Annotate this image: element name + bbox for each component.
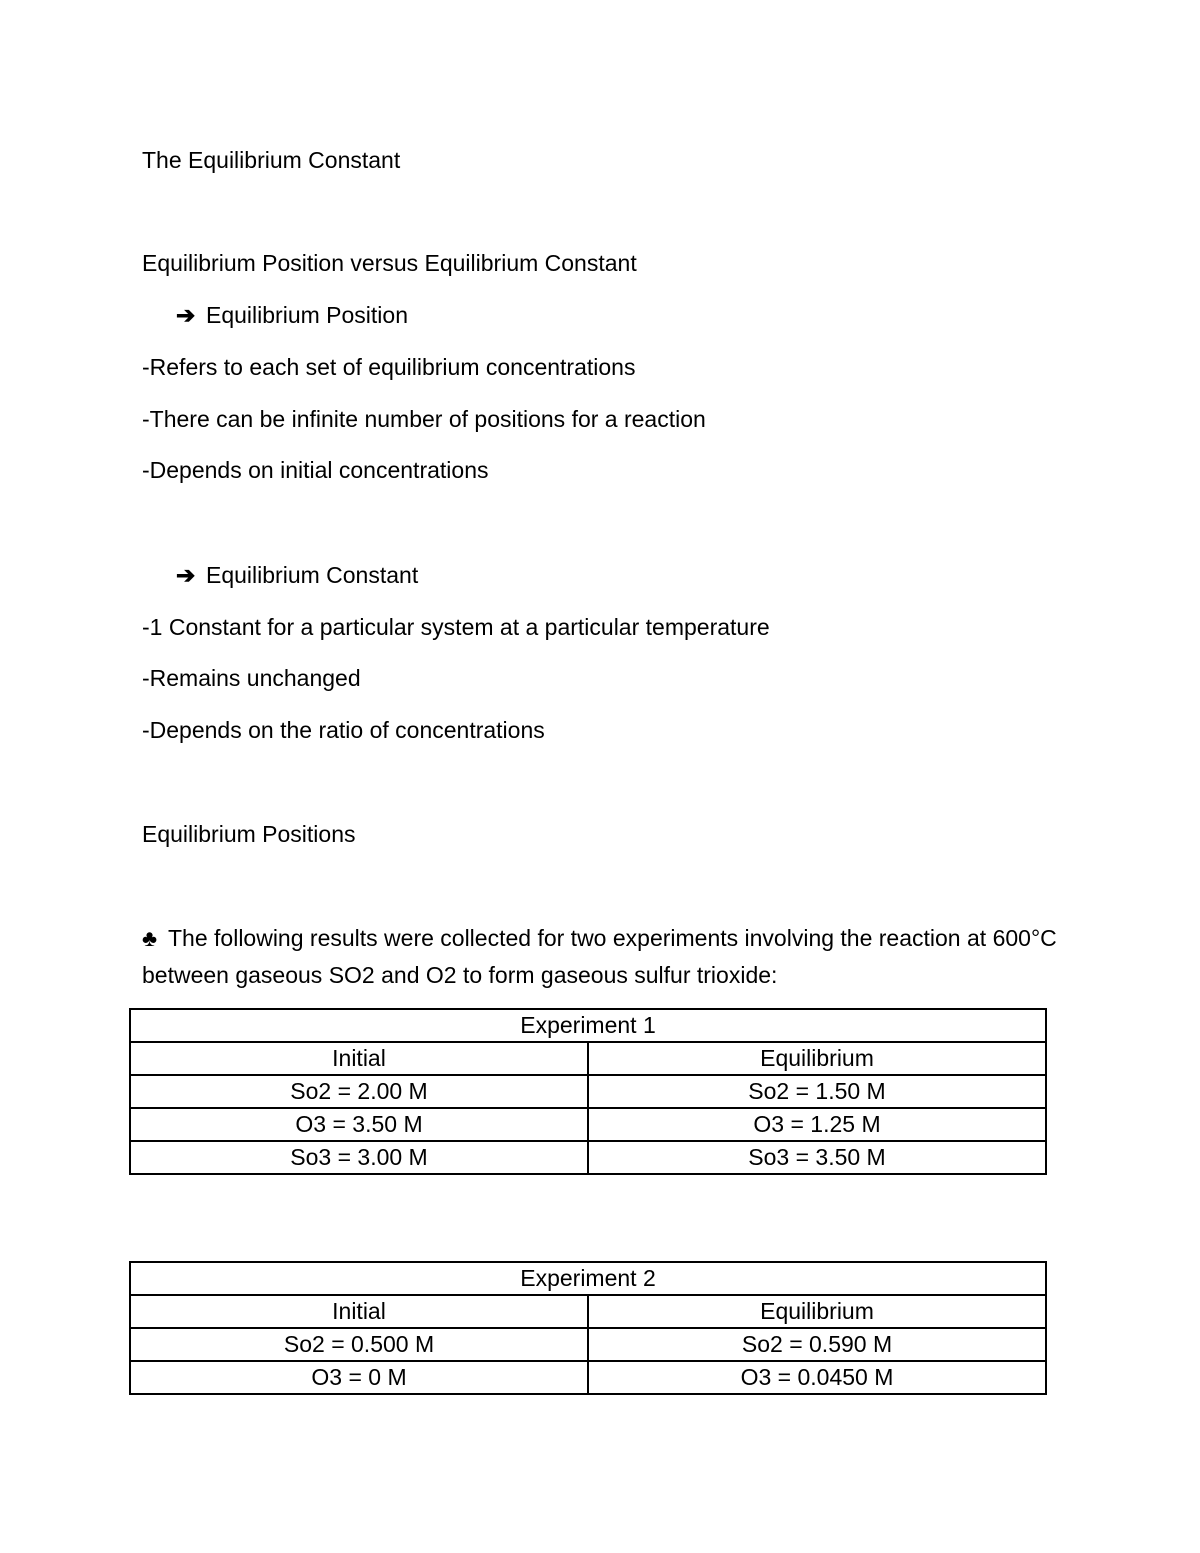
subheading-equilibrium-position bbox=[176, 301, 408, 329]
column-header-initial: Initial bbox=[130, 1295, 588, 1328]
table-header-row bbox=[130, 1042, 1046, 1075]
table-cell: O3 = 0 M bbox=[130, 1361, 588, 1394]
table-header-row bbox=[130, 1295, 1046, 1328]
table-row bbox=[130, 1108, 1046, 1141]
column-header-equilibrium: Equilibrium bbox=[588, 1042, 1046, 1075]
list-item: -1 Constant for a particular system at a particular temperature bbox=[142, 614, 770, 640]
intro-text: The following results were collected for two experiments involving the reaction at 600°C between gaseous SO2 and O2 to form gaseous sulfur trioxide: bbox=[142, 925, 1057, 988]
table-title-row bbox=[130, 1009, 1046, 1042]
table-cell: O3 = 0.0450 M bbox=[588, 1361, 1046, 1394]
subheading-label: Equilibrium Constant bbox=[206, 562, 419, 588]
experiment-2-table bbox=[129, 1261, 1047, 1395]
list-item: -Refers to each set of equilibrium concentrations bbox=[142, 354, 636, 380]
section-heading-equilibrium-positions: Equilibrium Positions bbox=[142, 821, 356, 847]
list-item: -Remains unchanged bbox=[142, 665, 361, 691]
subheading-label: Equilibrium Position bbox=[206, 302, 408, 328]
list-item: -Depends on the ratio of concentrations bbox=[142, 717, 545, 743]
table-row bbox=[130, 1361, 1046, 1394]
club-bullet-icon: ♣ bbox=[142, 925, 158, 951]
column-header-initial: Initial bbox=[130, 1042, 588, 1075]
list-item: -There can be infinite number of positions for a reaction bbox=[142, 406, 706, 432]
column-header-equilibrium: Equilibrium bbox=[588, 1295, 1046, 1328]
intro-paragraph bbox=[142, 920, 1062, 994]
table-cell: So2 = 1.50 M bbox=[588, 1075, 1046, 1108]
table-cell: So3 = 3.50 M bbox=[588, 1141, 1046, 1174]
table-cell: So2 = 2.00 M bbox=[130, 1075, 588, 1108]
table-cell: O3 = 1.25 M bbox=[588, 1108, 1046, 1141]
arrow-icon: ➔ bbox=[176, 302, 196, 328]
subheading-equilibrium-constant bbox=[176, 561, 418, 589]
table-title: Experiment 1 bbox=[130, 1009, 1046, 1042]
table-title: Experiment 2 bbox=[130, 1262, 1046, 1295]
section-heading-position-vs-constant: Equilibrium Position versus Equilibrium Constant bbox=[142, 250, 637, 276]
table-cell: So2 = 0.500 M bbox=[130, 1328, 588, 1361]
table-cell: So2 = 0.590 M bbox=[588, 1328, 1046, 1361]
page-title: The Equilibrium Constant bbox=[142, 147, 401, 173]
list-item: -Depends on initial concentrations bbox=[142, 457, 489, 483]
table-title-row bbox=[130, 1262, 1046, 1295]
table-cell: O3 = 3.50 M bbox=[130, 1108, 588, 1141]
table-cell: So3 = 3.00 M bbox=[130, 1141, 588, 1174]
table-row bbox=[130, 1328, 1046, 1361]
table-row bbox=[130, 1141, 1046, 1174]
table-row bbox=[130, 1075, 1046, 1108]
arrow-icon: ➔ bbox=[176, 562, 196, 588]
experiment-1-table bbox=[129, 1008, 1047, 1175]
